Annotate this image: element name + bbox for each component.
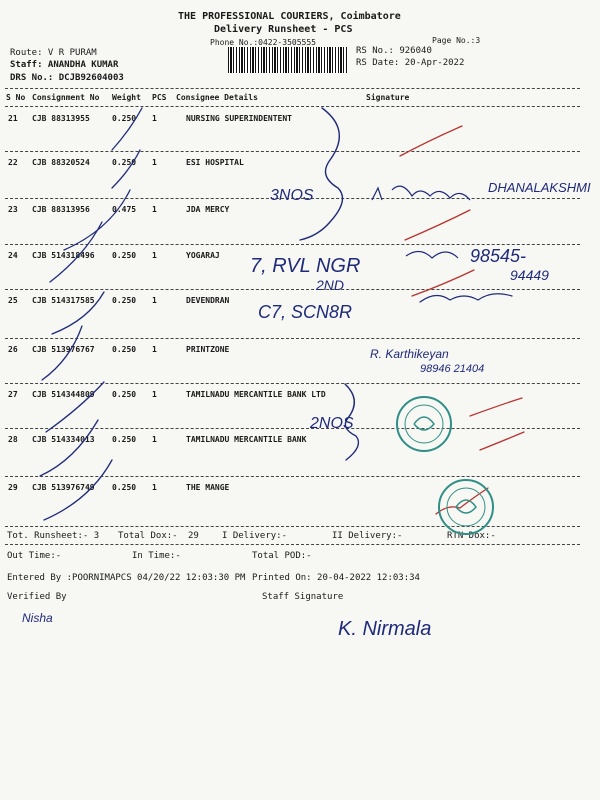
out-time: Out Time:-	[7, 551, 62, 561]
bracket-mark	[300, 108, 343, 240]
in-time: In Time:-	[132, 551, 181, 561]
verified-signature-handwriting: Nisha	[22, 611, 53, 625]
row-sno: 24	[8, 251, 18, 260]
row-consignment-no: CJB 513976749	[32, 483, 95, 492]
col-sno: S No	[6, 93, 26, 102]
row-consignee: TAMILNADU MERCANTILE BANK LTD	[186, 390, 326, 399]
row-weight: 0.475	[112, 205, 137, 214]
row-consignment-no: CJB 88313955	[32, 114, 90, 123]
row-consignment-no: CJB 88313956	[32, 205, 90, 214]
total-pod: Total POD:-	[252, 551, 312, 561]
row-weight: 0.250	[112, 483, 137, 492]
row-consignee: PRINTZONE	[186, 345, 230, 354]
staff-signature-label: Staff Signature	[262, 592, 344, 602]
red-mark	[470, 398, 522, 416]
row-pcs: 1	[152, 435, 157, 444]
row-weight: 0.250	[112, 345, 137, 354]
row-consignment-no: CJB 88320524	[32, 158, 90, 167]
total-runsheet: Tot. Runsheet:- 3	[7, 531, 100, 541]
total-dox-label: Total Dox:-	[118, 531, 178, 541]
row-consignee: THE MANGE	[186, 483, 230, 492]
tick-mark	[44, 460, 112, 520]
row-consignment-no: CJB 514344809	[32, 390, 95, 399]
drs-number: DRS No.: DCJB92604003	[10, 73, 124, 83]
row-consignee: NURSING SUPERINDENTENT	[186, 114, 292, 123]
ii-delivery: II Delivery:-	[332, 531, 403, 541]
tick-mark	[64, 190, 130, 250]
row-sno: 23	[8, 205, 18, 214]
rs-date: RS Date: 20-Apr-2022	[356, 58, 465, 68]
rtn-dox: RTN Dox:-	[447, 531, 496, 541]
row-consignee: JDA MERCY	[186, 205, 230, 214]
handwriting-name: R. Karthikeyan	[370, 347, 449, 361]
document-title: Delivery Runsheet - PCS	[214, 24, 353, 35]
handwriting-address-2: 2ND	[316, 277, 345, 293]
red-mark	[480, 432, 524, 450]
row-sno: 28	[8, 435, 18, 444]
col-pcs: PCS	[152, 93, 167, 102]
row-weight: 0.250	[112, 435, 137, 444]
row-consignee: DEVENDRAN	[186, 296, 230, 305]
tick-mark	[42, 326, 82, 380]
row-sno: 26	[8, 345, 18, 354]
row-pcs: 1	[152, 345, 157, 354]
handwriting-phone-2: 94449	[510, 267, 549, 283]
row-sno: 29	[8, 483, 18, 492]
i-delivery: I Delivery:-	[222, 531, 288, 541]
col-weight: Weight	[112, 93, 141, 102]
row-weight: 0.250	[112, 158, 137, 167]
handwriting-phone-3: 98946 21404	[420, 363, 485, 375]
entered-by: Entered By :POORNIMAPCS 04/20/22 12:03:30 PM	[7, 573, 246, 583]
red-mark	[412, 270, 474, 296]
signature-scribble	[406, 251, 458, 258]
staff-signature-handwriting: K. Nirmala	[338, 618, 432, 640]
handwriting-phone-1: 98545-	[470, 246, 527, 266]
red-mark	[405, 210, 470, 240]
tick-mark	[50, 222, 102, 282]
col-consignee: Consignee Details	[176, 93, 258, 102]
tick-mark	[40, 420, 98, 476]
printed-on: Printed On: 20-04-2022 12:03:34	[252, 573, 420, 583]
row-consignee: TAMILNADU MERCANTILE BANK	[186, 435, 307, 444]
row-consignee: YOGARAJ	[186, 251, 220, 260]
row-consignee: ESI HOSPITAL	[186, 158, 244, 167]
row-consignment-no: CJB 514318496	[32, 251, 95, 260]
page-number: Page No.:3	[432, 36, 481, 45]
row-weight: 0.250	[112, 390, 137, 399]
handwriting-2nos: 2NOS	[310, 415, 354, 432]
row-pcs: 1	[152, 251, 157, 260]
col-signature: Signature	[366, 93, 410, 102]
signature-scribble	[372, 186, 470, 200]
handwriting-dhanalakshmi: DHANALAKSHMI	[488, 180, 591, 195]
bank-stamp-1	[397, 397, 451, 451]
row-sno: 22	[8, 158, 18, 167]
company-name: THE PROFESSIONAL COURIERS, Coimbatore	[178, 11, 401, 22]
tick-mark	[112, 108, 142, 150]
row-pcs: 1	[152, 390, 157, 399]
handwriting-address-1: 7, RVL NGR	[250, 255, 361, 277]
row-sno: 25	[8, 296, 18, 305]
bank-stamp-2	[439, 480, 493, 534]
row-pcs: 1	[152, 205, 157, 214]
red-mark	[400, 126, 462, 156]
tick-mark	[52, 292, 104, 334]
rs-number: RS No.: 926040	[356, 46, 432, 56]
total-dox-count: 29	[188, 531, 199, 541]
row-consignment-no: CJB 514317585	[32, 296, 95, 305]
row-consignment-no: CJB 514334013	[32, 435, 95, 444]
scribble	[420, 294, 512, 302]
handwriting-address-3: C7, SCN8R	[258, 302, 353, 322]
row-consignment-no: CJB 513976767	[32, 345, 95, 354]
tick-mark	[112, 150, 140, 188]
row-pcs: 1	[152, 483, 157, 492]
staff: Staff: ANANDHA KUMAR	[10, 60, 119, 70]
col-consignment: Consignment No	[32, 93, 100, 102]
handwriting-3nos: 3NOS	[270, 187, 314, 204]
route: Route: V R PURAM	[10, 48, 97, 58]
row-pcs: 1	[152, 114, 157, 123]
row-sno: 21	[8, 114, 18, 123]
row-weight: 0.250	[112, 251, 137, 260]
row-weight: 0.250	[112, 114, 137, 123]
row-weight: 0.250	[112, 296, 137, 305]
row-sno: 27	[8, 390, 18, 399]
row-pcs: 1	[152, 158, 157, 167]
phone-number: Phone No.:0422-3505555	[210, 38, 316, 47]
verified-by: Verified By	[7, 592, 67, 602]
row-pcs: 1	[152, 296, 157, 305]
